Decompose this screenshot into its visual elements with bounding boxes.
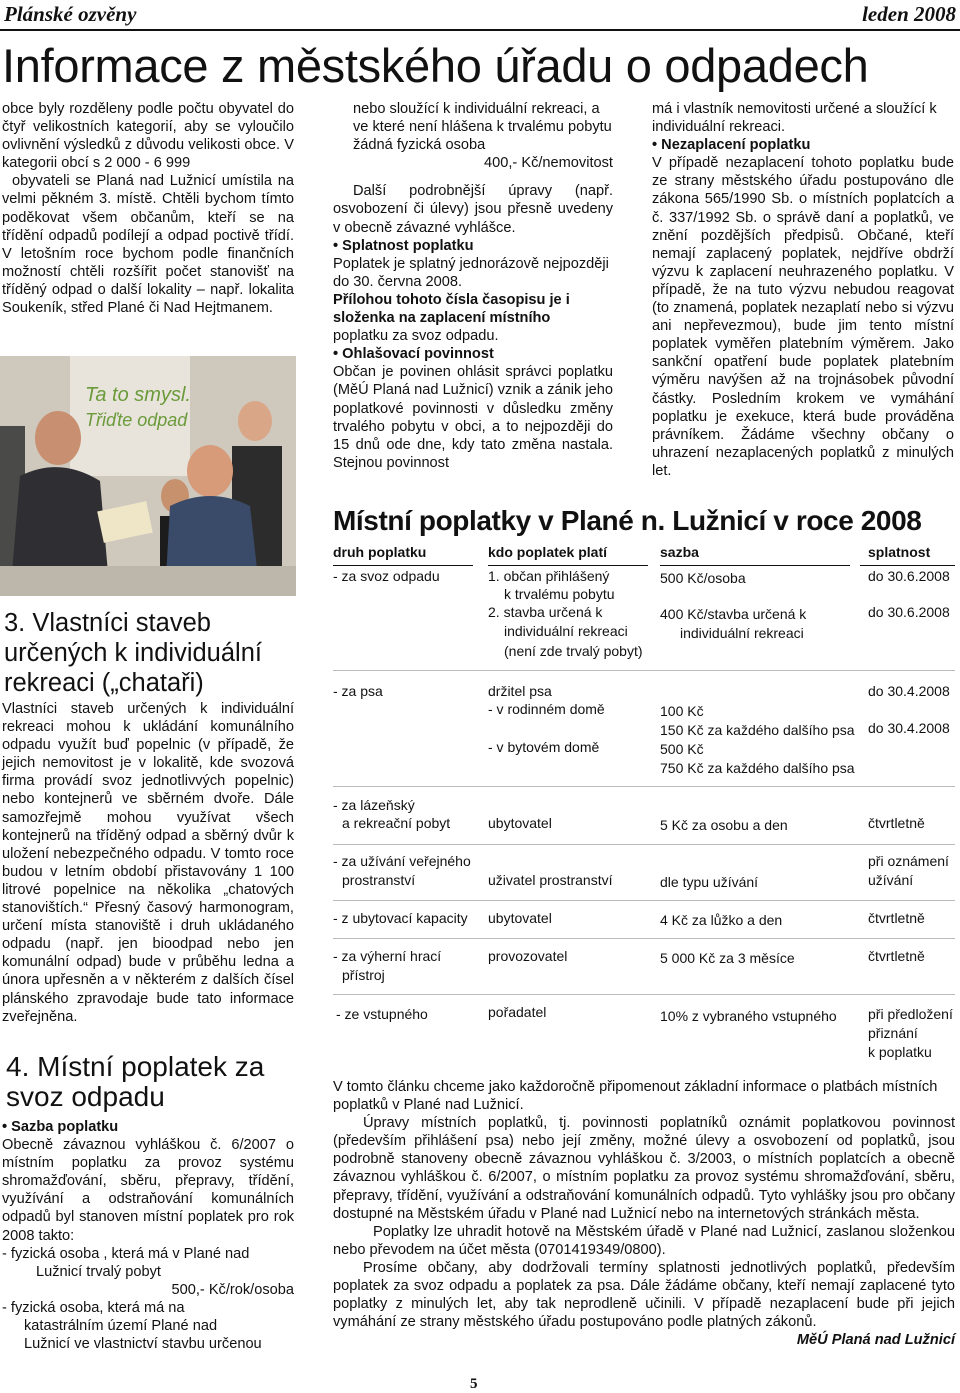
poster-text-2: Třiďte odpad (85, 410, 188, 430)
r4-druh: - za užívání veřejného (333, 853, 471, 869)
sazba-text: Obecně závaznou vyhláškou č. 6/2007 o místním poplatku za provoz systému shromažďování, sběru, přepravy, třídění, využívání a odstraňování komunálních odpadů byl stanoven místní poplatek pro rok 2008 takto: (2, 1137, 294, 1244)
priloha-text: Přílohou tohoto čísla časopisu je i složenka na zaplacení místního (333, 291, 570, 327)
r1-sazba1: 500 Kč/osoba (660, 570, 746, 586)
r1-kdo1: 1. občan přihlášený (488, 568, 610, 584)
sazba-label: • Sazba poplatku (2, 1118, 294, 1136)
nezapl-label: • Nezaplacení poplatku (652, 136, 954, 154)
r7-kdo: pořadatel (488, 1004, 547, 1020)
th-rule-4 (860, 565, 955, 566)
item1-line-a: - fyzická osoba , která má v Plané nad (2, 1245, 250, 1262)
item1-price: 500,- Kč/rok/osoba (171, 1281, 294, 1298)
item2-line-c: Lužnicí ve vlastnictví stavbu určenou (24, 1336, 262, 1353)
bottom-p1: V tomto článku chceme jako každoročně připomenout základní informace o platbách místních poplatků v Plané nad Lužnicí. (333, 1079, 938, 1114)
th-rule-3 (660, 565, 850, 566)
bottom-p3: Poplatky lze uhradit hotově na Městském úřadě v Plané nad Lužnicí, zaslanou složenkou nebo převodem na účet města (0701419349/0800). (333, 1223, 955, 1258)
item1-line-b: Lužnicí trvalý pobyt (36, 1263, 161, 1280)
r7-druh: - ze vstupného (336, 1006, 428, 1022)
r2-s3: 500 Kč (660, 741, 704, 757)
row-divider (333, 670, 955, 671)
r5-sazba: 4 Kč za lůžko a den (660, 912, 783, 928)
ohlas-text: Občan je povinen ohlásit správci poplatku (MěÚ Planá nad Lužnicí) vznik a zánik jeho poplatkové povinnosti v důsledku změny trvalého pobytu v obci, a to nejpozději do 15 dnů ode dne, kdy tato změna nastala. Stejnou povinnost (333, 364, 613, 471)
table-title: Místní poplatky v Plané n. Lužnicí v roce 2008 (333, 505, 922, 536)
r1-sazba2b: individuální rekreaci (680, 625, 804, 641)
r2-druh: - za psa (333, 683, 383, 699)
th-rule-2 (488, 565, 648, 566)
section-3-text: Vlastníci staveb určených k individuální rekreaci mohou k ukládání komunálního odpadu využít buď popelnic (v případě, že jejich nemovitost je v lokalitě, kde svozová firma provádí svoz jednotlivvých popelnic) nebo kontejnerů ve sběrném dvoře. Dále samozřejmě mohou využívat všech kontejnerů na tříděný odpad a sběrný dvůr k uložení nebezpečného odpadu. V tomto roce budou v letním období přistavovány 1 100 litrové popelnice na několika „chatových stanovištích.“ Přesný časový harmonogram, určení místa stanoviště i druh ukládaného odpadu (např. jen bioodpad nebo jen komunální odpad) bude v průběhu ledna a února upřesněn a v některém z dalších čísel plánského zpravodaje bude tato informace zveřejněna. (2, 701, 294, 1025)
col1-intro-p2: obyvateli se Planá nad Lužnicí umístila na velmi pěkném 3. místě. Chtěli bychom tímto poděkovat všem občanům, kteří se na třídění odpadů podílejí a odpad poctivě třídí. V letošním roce bychom podle finančních možností chtěli rozšířit počet stanovišť na tříděný odpad o další lokality – např. lokalita Soukeník, střed Plané či Nad Hejtmanem. (2, 173, 294, 317)
row-divider (333, 900, 955, 901)
signature: MěÚ Planá nad Lužnicí (796, 1332, 955, 1349)
th-rule-1 (333, 565, 473, 566)
splatnost-label: • Splatnost poplatku (333, 237, 613, 255)
r6-sazba: 5 000 Kč za 3 měsíce (660, 950, 795, 966)
r7-spl-c: k poplatku (868, 1044, 932, 1060)
heading-section-4: 4. Místní poplatek za svoz odpadu (6, 1051, 265, 1112)
r3-spl: čtvrtletně (868, 815, 925, 831)
r2-s2: 150 Kč za každého dalšího psa (660, 722, 855, 738)
r6-druh-b: přístroj (342, 967, 385, 983)
r2-s4: 750 Kč za každého dalšího psa (660, 760, 855, 776)
r3-kdo: ubytovatel (488, 815, 552, 831)
r2-kdo: držitel psa (488, 683, 552, 699)
r4-sazba: dle typu užívání (660, 874, 759, 890)
bottom-p2: Úpravy místních poplatků, tj. povinnosti poplatníků oznámit poplatkovou povinnost (především přihlášení psa) nebo její změny, možné úlevy a osvobození od poplatků, jsou podrobně stanoveny obecně závaznou vyhláškou č. 3/2003, o místních poplatcích a obecně závaznou vyhláškou č. 6/2007, o místním poplatku za provoz systému shromažďování, sběru, přepravy, třídění, využívání a odstraňování komunálních odpadů. Tyto vyhlášky jsou pro občany dostupné na Městském úřadu v Plané nad Lužnicí nebo na internetových stránkách města. (333, 1115, 955, 1222)
r1-sazba2: 400 Kč/stavba určená k (660, 606, 807, 622)
col3-p1: má i vlastník nemovitosti určené a sloužící k individuální rekreaci. (652, 101, 937, 136)
page-title: Informace z městského úřadu o odpadech (2, 39, 869, 92)
r6-druh: - za výherní hrací (333, 948, 442, 964)
r2-spl1: do 30.4.2008 (868, 683, 950, 699)
r1-kdo2b: individuální rekreaci (504, 623, 628, 639)
r7-spl-b: přiznání (868, 1025, 918, 1041)
splatnost-text: Poplatek je splatný jednorázově nejpozději do 30. června 2008. (333, 255, 609, 290)
col1-intro-p1: obce byly rozděleny podle počtu obyvatel do čtyř velikostních kategorií, aby se vyloučilo ovlivnění výsledků z důvodu velikosti obce. V kategorii obcí s 2 000 - 6 999 (2, 101, 294, 172)
r4-kdo: uživatel prostranství (488, 872, 613, 888)
r1-spl2: do 30.6.2008 (868, 604, 950, 620)
r4-druh-b: prostranství (342, 872, 416, 888)
magazine-name: Plánské ozvěny (4, 2, 137, 26)
photo-illustration (0, 356, 296, 596)
col1-intro (2, 100, 294, 317)
r6-spl: čtvrtletně (868, 948, 925, 964)
r2-kdo-a: - v rodinném domě (488, 701, 605, 717)
row-divider (333, 786, 955, 787)
r2-kdo-b: - v bytovém domě (488, 739, 600, 755)
r7-spl: při předložení (868, 1006, 953, 1022)
heading-section-3: 3. Vlastníci staveb určených k individuální rekreaci („chataři) (4, 609, 262, 697)
row-divider (333, 938, 955, 939)
ohlas-label: • Ohlašovací povinnost (333, 345, 613, 363)
th-sazba: sazba (660, 544, 699, 560)
r3-druh-b: a rekreační pobyt (342, 815, 451, 831)
th-druh: druh poplatku (333, 544, 427, 560)
r1-kdo2c: (není zde trvalý pobyt) (504, 643, 643, 659)
r4-spl-b: užívání (868, 872, 914, 888)
nezapl-text: V případě nezaplacení tohoto poplatku bude ze strany městského úřadu postupováno dle zákona 565/1990 Sb. o místních poplatcích a č. 337/1992 Sb. o správě daní a poplatků, ve znění pozdějších předpisů. Občané, kteří nemají zaplacený poplatek, nejdříve obdrží výzvu k zaplacení neuhrazeného poplatku. V případě, že na tuto výzvu nebudou reagovat (to znamená, poplatek nezaplatí nebo si výzvu ani nepřevezmou), bude jim tento místní poplatek vyměřen platebním výměrem. Jako sankční opatření bude poplatek platebním výměru navýšen až na trojnásobek původní částky. Posledním krokem ve vymáhání poplatku je exekuce, která bude prováděna právníkem. Žádáme všechny občany o uhrazení nezaplacených poplatků z minulých let. (652, 155, 954, 479)
header-rule (0, 29, 960, 31)
r1-kdo2: 2. stavba určená k (488, 604, 603, 620)
row-divider (333, 844, 955, 845)
r5-spl: čtvrtletně (868, 910, 925, 926)
r2-s1: 100 Kč (660, 703, 704, 719)
row-divider (333, 994, 955, 995)
th-splatnost: splatnost (868, 544, 931, 560)
r5-druh: - z ubytovací kapacity (333, 910, 468, 926)
col2-p1: nebo sloužící k individuální rekreaci, a ve které není hlášena k trvalému pobytu žádná fyzická osoba (353, 101, 612, 154)
item2-line-a: - fyzická osoba, která má na (2, 1299, 185, 1316)
priloha-tail: poplatku za svoz odpadu. (333, 328, 499, 345)
item2-line-b: katastrálním území Plané nad (24, 1318, 218, 1335)
page-number: 5 (470, 1376, 478, 1392)
r7-sazba: 10% z vybraného vstupného (660, 1008, 837, 1024)
r3-druh: - za lázeňský (333, 797, 415, 813)
col2-p2: Další podrobnější úpravy (např. osvobození či úlevy) jsou přesně uvedeny v obecně závazné vyhlášce. (333, 183, 613, 236)
r2-spl2: do 30.4.2008 (868, 720, 950, 736)
r3-sazba: 5 Kč za osobu a den (660, 817, 788, 833)
r1-druh: - za svoz odpadu (333, 568, 440, 584)
th-kdo: kdo poplatek platí (488, 544, 608, 560)
r1-spl1: do 30.6.2008 (868, 568, 950, 584)
r5-kdo: ubytovatel (488, 910, 552, 926)
issue-date: leden 2008 (862, 2, 956, 26)
r6-kdo: provozovatel (488, 948, 568, 964)
r4-spl: při oznámení (868, 853, 949, 869)
col2-price: 400,- Kč/nemovitost (484, 155, 613, 172)
poster-text-1: Ta to smysl. (85, 384, 191, 406)
bottom-p4: Prosíme občany, aby dodržovali termíny splatnosti jednotlivých poplatků, především poplatek za svoz odpadu a poplatek za psa. Dále žádáme občany, kteří nemají zaplacené tyto poplatky z minulých let, aby tak neprodleně učinili. V případě nezaplacení bude při jejich vymáhání ze strany městského úřadu postupováno podle platných zákonů. (333, 1259, 955, 1331)
photo-award (0, 356, 296, 596)
r1-kdo1b: k trvalému pobytu (504, 586, 615, 602)
